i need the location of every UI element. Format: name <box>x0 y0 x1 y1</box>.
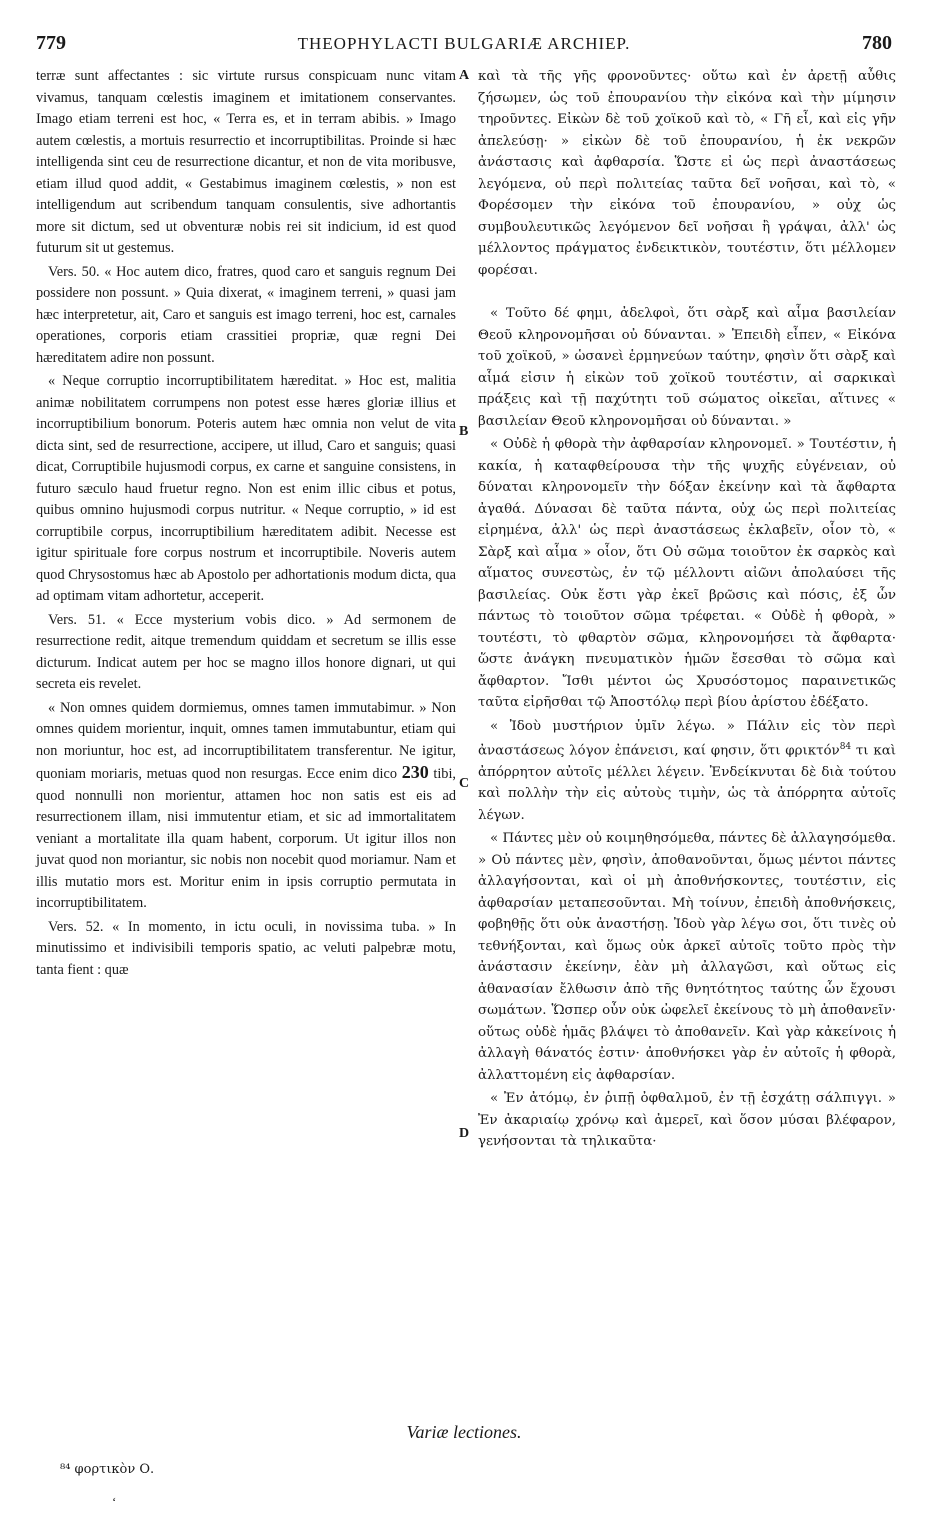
latin-text: tibi, quod nonnulli non morientur, attamen hoc non satis est eis ad resurrectionem illam, nisi immutentur etiam, et sic ad immortalitatem veniant a mortalitate illa quam habent, corporum. Ut igitur illos non juvat quod non moriantur, sic nobis non nocebit quod moriamur. Nam et illis mutatio mors est. Moritur enim in ipsis corruptio permutata in incorruptibilitatem. <box>36 766 456 911</box>
latin-paragraph: terræ sunt affectantes : sic virtute rursus conspicuam nunc vitam vivamus, tanquam cœlestis imaginem et imitationem conservantes. Imago etiam terreni est hoc, « Terra es, et in terram abibis. » Imago autem cœlestis, a mortuis resurrectio et incorruptibilitas. Proinde si hæc intelligenda sint ceu de resurrectione dicantur, et non de vita moribusve, etiam illud quod addit, « Gestabimus imaginem cœlestis, » non est intelligendum aut scribendum tanquam consulentis, sive adhortantis more sit dictum, sed ut obventuræ nobis rei sit indicium, id est quod futurum sit ut gestemus. <box>36 68 456 256</box>
margin-letter-c: C <box>459 776 470 791</box>
running-title: THEOPHYLACTI BULGARIÆ ARCHIEP. <box>297 34 631 53</box>
latin-column <box>36 66 456 983</box>
page-number-right: 780 <box>862 32 892 54</box>
migne-column-number: 230 <box>401 762 429 782</box>
greek-paragraph: « Πάντες μὲν οὐ κοιμηθησόμεθα, πάντες δὲ ἀλλαγησόμεθα. » Οὐ πάντες μὲν, φησὶν, ἀποθανοῦνται, ὅμως μέντοι πάντες ἀλλαγήσονται, καὶ οἱ μὴ ἀποθνήσκοντες, τουτέστιν, εἰς ἀφθαρσίαν μεταπεσοῦνται. Μὴ τοίνυν, ἐπειδὴ ἀποθνήσκεις, φοβηθῇς ὅτι οὐκ ἀναστήσῃ. Ἰδοὺ γὰρ λέγω σοι, ὅτι τινὲς οὐ τεθνήξονται, καὶ ὅμως οὐκ ἀρκεῖ αὐτοῖς τοῦτο πρὸς τὴν ἀνάστασιν ἐκείνην, ἐὰν μὴ ἀλλαγῶσι, καὶ οὕτως εἰς ἀθανασίαν ἔλθωσιν ἀπὸ τῆς θνητότητος ταύτης ὧν ἔχουσι σωμάτων. Ὥσπερ οὖν οὐκ ὠφελεῖ ἐκείνους τὸ μὴ ἀποθανεῖν· οὕτως οὐδὲ ἡμᾶς βλάψει τὸ ἀποθανεῖν. Καὶ γὰρ κἀκείνοις ἡ ἀλλαγὴ θάνατός ἐστιν· ἀποθνήσκει γὰρ ἐν αὐτοῖς ἡ φθορὰ, ἀλλαττομένη εἰς ἀφθαρσίαν. <box>478 831 896 1083</box>
margin-letter-d: D <box>459 1126 470 1141</box>
stray-mark: ʻ <box>112 1494 117 1509</box>
latin-paragraph: « Neque corruptio incorruptibilitatem hæreditat. » Hoc est, malitia animæ nobilitatem corrumpens non potest esse hæres gloriæ illius et incorruptibilium bonorum. Poteris autem hæc omnia non velut de vita dicta sint, sed de resurrectione, accipere, ut illud, Caro et sanguis; quasi dicat, Corruptibile hujusmodi corpus, ex carne et sanguine consistens, in futuro sæculo haud fruetur regno. Non est enim illic cibus et potus, quibus omnino hujusmodi corpus nutritur. « Neque corruptio, » id est corruptibile corpus, incorruptibilium hæreditatem adibit. Necesse est igitur spirituale fore corpus nostrum et incorruptibile. Noveris autem quod Chrysostomus hæc ab Apostolo per adhortationis modum dicta, qua ad optimam vitam adhortetur, acceperit. <box>36 373 456 604</box>
page-header <box>36 32 892 62</box>
footnote-ref: 84 <box>839 742 852 752</box>
greek-text: τι καὶ ἀπόρρητον αὐτοῖς μέλλει λέγειν. Ἐνδείκνυται δὲ διὰ τούτου καὶ πολλὴν τὴν εἰς αὐτοὺς τιμὴν, ὡς τὰ ἀπόρρητα αὐτοῖς λέγων. <box>478 743 896 823</box>
footnote: ⁸⁴ φορτικὸν Ο. <box>60 1462 155 1477</box>
greek-paragraph: « Οὐδὲ ἡ φθορὰ τὴν ἀφθαρσίαν κληρονομεῖ. » Τουτέστιν, ἡ κακία, ἡ καταφθείρουσα τὴν τῆς ψυχῆς εὐγένειαν, οὐ δύναται κληρονομεῖν τὴν δόξαν ἐκείνην καὶ τὰ ἄφθαρτα ἀγαθά. Δύνασαι δὲ ταῦτα πάντα, οὐχ ὡς περὶ πολιτείας εἰρημένα, ἀλλ' ὡς περὶ ἀναστάσεως ἐκλαβεῖν, οἷον τὸ, « Σὰρξ καὶ αἷμα » οἷον, ὅτι Οὐ σῶμα τοιοῦτον ἐκ σαρκὸς καὶ αἵματος συνεστὼς, ἐν τῷ μέλλοντι αἰῶνι ἀπολαύσει τῆς βασιλείας. Οὐκ ἔστι γὰρ ἐκεῖ βρῶσις καὶ πόσις, ἐξ ὧν πάντως τὸ τοιοῦτον σῶμα τρέφεται. « Οὐδὲ ἡ φθορὰ, » τουτέστι, τὸ φθαρτὸν σῶμα, κληρονομήσει τὰ ἄφθαρτα· ὥστε ἀνάγκη πνευματικὸν ἡμῶν ἔσεσθαι τὸ σῶμα καὶ ἄφθαρτον. Ἴσθι μέντοι ὡς Χρυσόστομος παραινετικῶς ταῦτα εἰρῆσθαι τῷ Ἀποστόλῳ περὶ βίου ἀρίστου ἐδέξατο. <box>478 437 896 710</box>
greek-paragraph: « Ἐν ἀτόμῳ, ἐν ῥιπῇ ὀφθαλμοῦ, ἐν τῇ ἐσχάτῃ σάλπιγγι. » Ἐν ἀκαριαίῳ χρόνῳ καὶ ἀμερεῖ, καὶ ὅσον μύσαι βλέφαρον, γενήσονται τὰ τηλικαῦτα· <box>478 1091 896 1150</box>
latin-paragraph: Vers. 50. « Hoc autem dico, fratres, quod caro et sanguis regnum Dei possidere non possunt. » Quia dixerat, « imaginem terreni, » quasi jam hæc interpretetur, ait, Caro et sanguis est imago terreni, hoc est, carnales operationes, corporis etiam crassitiei propriæ, quæ regni Dei hæreditatem adire non possunt. <box>36 263 456 366</box>
greek-paragraph: καὶ τὰ τῆς γῆς φρονοῦντες· οὕτω καὶ ἐν ἀρετῇ αὖθις ζήσωμεν, ὡς τοῦ ἐπουρανίου τὴν εἰκόνα καὶ τὴν μίμησιν τηροῦντες. Εἰκὼν δὲ τοῦ χοϊκοῦ καὶ τὸ, « Γῆ εἶ, καὶ εἰς γῆν ἀπελεύσῃ· » εἰκὼν δὲ τοῦ ἐπουρανίου, ἡ ἐκ νεκρῶν ἀνάστασις καὶ ἀφθαρσία. Ὥστε εἰ ὡς περὶ ἀναστάσεως λεγόμενα, οὐ περὶ πολιτείας ταῦτα δεῖ νοῆσαι, καὶ τὸ, « Φορέσομεν τὴν εἰκόνα τοῦ ἐπουρανίου, » οὐχ ὡς συμβουλευτικῶς λεγόμενον δεῖ νοῆσαι ἢ γράψαι, ἀλλ' ὡς μέλλοντος πράγματος ἐνδεικτικὸν, τουτέστιν, ὅτι μέλλομεν φορέσαι. <box>478 69 896 278</box>
margin-letter-a: A <box>459 68 470 83</box>
margin-letter-b: B <box>459 424 469 439</box>
page-number-left: 779 <box>36 32 66 54</box>
latin-paragraph: Vers. 51. « Ecce mysterium vobis dico. » Ad sermonem de resurrectione redit, aitque tremendum quiddam et secretum se illis esse dicturum. Indicat autem per hoc se magno illos honore dignari, ut qui secreta eis revelet. <box>36 611 456 692</box>
greek-column <box>478 66 896 1155</box>
latin-paragraph: Vers. 52. « In momento, in ictu oculi, in novissima tuba. » In minutissimo et indivisibili temporis spatio, ac veluti palpebræ motu, tanta fient : quæ <box>36 918 456 978</box>
latin-paragraph <box>36 698 456 915</box>
variae-lectiones-heading: Variæ lectiones. <box>406 1422 522 1442</box>
greek-paragraph: « Τοῦτο δέ φημι, ἀδελφοὶ, ὅτι σὰρξ καὶ αἷμα βασιλείαν Θεοῦ κληρονομῆσαι οὐ δύνανται. » Ἐπειδὴ εἶπεν, « Εἰκόνα τοῦ χοϊκοῦ, » ὡσανεὶ ἑρμηνεύων ταύτην, φησὶν ὅτι σὰρξ καὶ αἷμά εἰσιν ἡ εἰκὼν τοῦ χοϊκοῦ τουτέστιν, αἱ σαρκικαὶ πράξεις καὶ τῇ παχύτητι τοῦ σώματος οἰκεῖαι, αἵτινες « βασιλείαν Θεοῦ κληρονομῆσαι οὐ δύνανται. » <box>478 306 896 429</box>
latin-text: « Non omnes quidem dormiemus, omnes tamen immutabimur. » Non omnes quidem morientur, inquit, omnes tamen immutabuntur, etiam qui non moriuntur, hoc est, ad incorruptibilitatem transferentur. Ne igitur, quoniam moriaris, metuas quod non resurgas. Ecce enim dico <box>36 699 456 782</box>
greek-text: « Ἰδοὺ μυστήριον ὑμῖν λέγω. » Πάλιν εἰς τὸν περὶ ἀναστάσεως λόγον ἐπάνεισι, καί φησιν, ὅτι φρικτόν <box>478 718 896 759</box>
greek-paragraph <box>478 716 896 827</box>
